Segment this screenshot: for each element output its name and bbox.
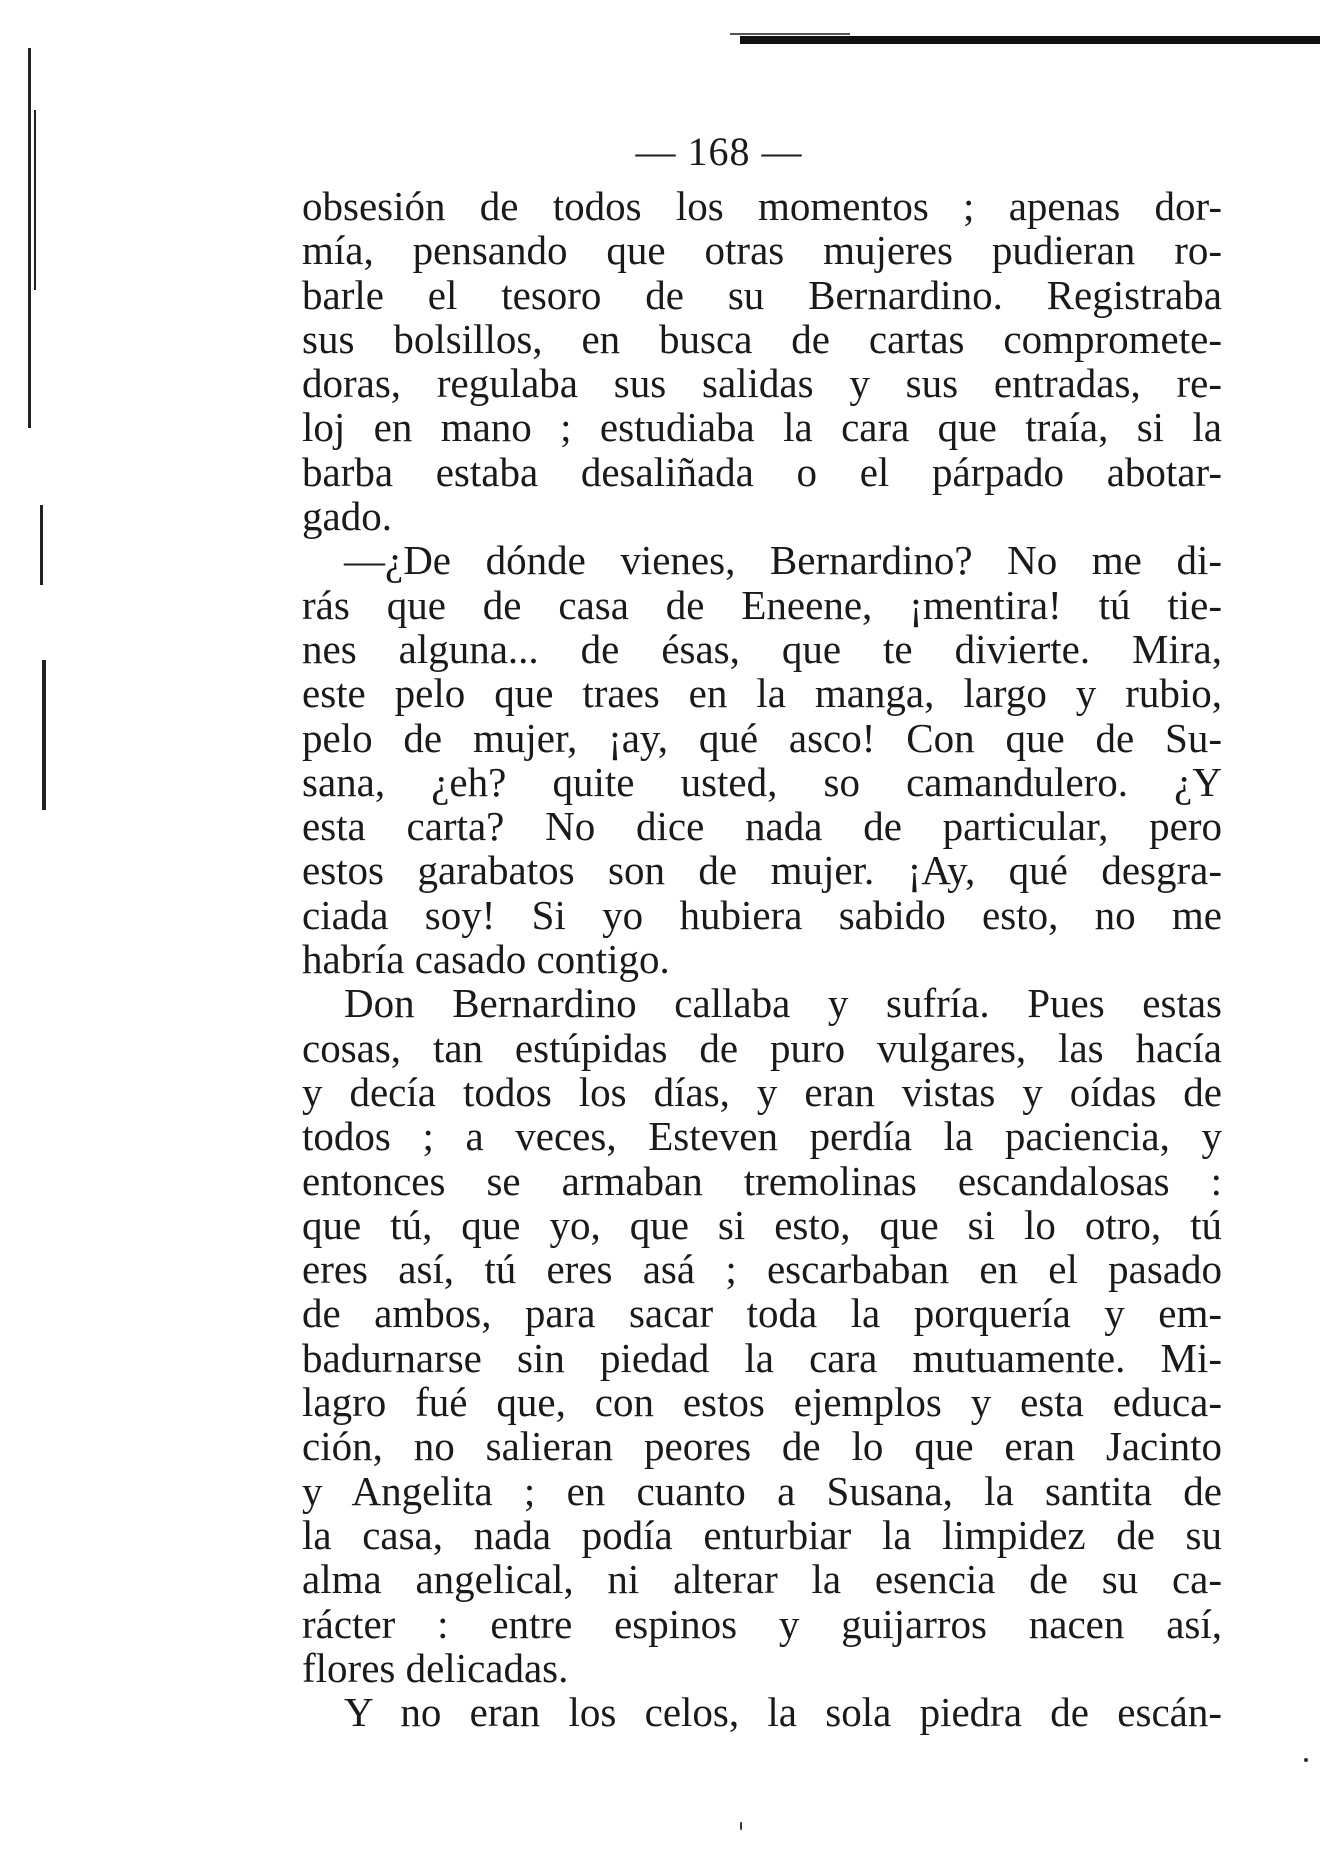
text-line: estos garabatos son de mujer. ¡Ay, qué desgra- [302,847,1222,894]
text-line: lagro fué que, con estos ejemplos y esta educa- [302,1379,1222,1426]
text-line: obsesión de todos los momentos ; apenas dor- [302,183,1222,229]
speck [740,1822,742,1830]
binding-shadow-mark [40,505,43,585]
text-line: sus bolsillos, en busca de cartas compromete- [302,315,1222,362]
text-line: todos ; a veces, Esteven perdía la paciencia, y [302,1113,1222,1160]
text-line: barle el tesoro de su Bernardino. Registraba [302,271,1222,318]
body-text [302,184,1222,1734]
text-line: pelo de mujer, ¡ay, qué asco! Con que de Su- [302,714,1222,761]
text-line: sana, ¿eh? quite usted, so camandulero. ¿Y [302,758,1222,805]
speck [1304,1758,1308,1762]
text-line: flores delicadas. [302,1644,569,1691]
page-number: — 168 — [635,129,803,174]
text-line: eres así, tú eres asá ; escarbaban en el pasado [302,1246,1222,1293]
text-line: loj en mano ; estudiaba la cara que traía, si la [302,404,1222,451]
text-line: y Angelita ; en cuanto a Susana, la santita de [302,1467,1222,1514]
text-line: ción, no salieran peores de lo que eran Jacinto [302,1423,1222,1470]
top-rule-thin [730,33,850,35]
text-line: gado. [302,493,392,540]
text-line: que tú, que yo, que si esto, que si lo otro, tú [302,1201,1222,1248]
text-line: esta carta? No dice nada de particular, pero [302,803,1222,850]
text-line: alma angelical, ni alterar la esencia de su ca- [302,1556,1222,1603]
text-line: rás que de casa de Eneene, ¡mentira! tú tie- [302,581,1222,628]
text-line: doras, regulaba sus salidas y sus entradas, re- [302,360,1222,407]
binding-shadow-mark [34,110,36,290]
text-line: mía, pensando que otras mujeres pudieran ro- [302,227,1222,274]
text-line: este pelo que traes en la manga, largo y rubio, [302,670,1222,717]
text-line: la casa, nada podía enturbiar la limpidez de su [302,1511,1222,1558]
text-line: ciada soy! Si yo hubiera sabido esto, no me [302,891,1222,938]
text-line: habría casado contigo. [302,936,670,983]
binding-shadow-mark [42,660,46,810]
text-line: Don Bernardino callaba y sufría. Pues estas [344,980,1222,1027]
text-line: entonces se armaban tremolinas escandalosas : [302,1157,1222,1204]
text-line: rácter : entre espinos y guijarros nacen así, [302,1600,1222,1647]
top-rule [740,36,1320,44]
text-line: Y no eran los celos, la sola piedra de escán- [344,1689,1222,1736]
text-line: nes alguna... de ésas, que te divierte. Mira, [302,625,1222,672]
text-line: barba estaba desaliñada o el párpado abotar- [302,448,1222,495]
text-line: y decía todos los días, y eran vistas y oídas de [302,1068,1222,1115]
text-line: cosas, tan estúpidas de puro vulgares, las hacía [302,1024,1222,1071]
text-line: —¿De dónde vienes, Bernardino? No me di- [344,537,1222,584]
binding-shadow-mark [28,48,31,428]
text-line: de ambos, para sacar toda la porquería y em- [302,1290,1222,1337]
text-line: badurnarse sin piedad la cara mutuamente. Mi- [302,1334,1222,1381]
